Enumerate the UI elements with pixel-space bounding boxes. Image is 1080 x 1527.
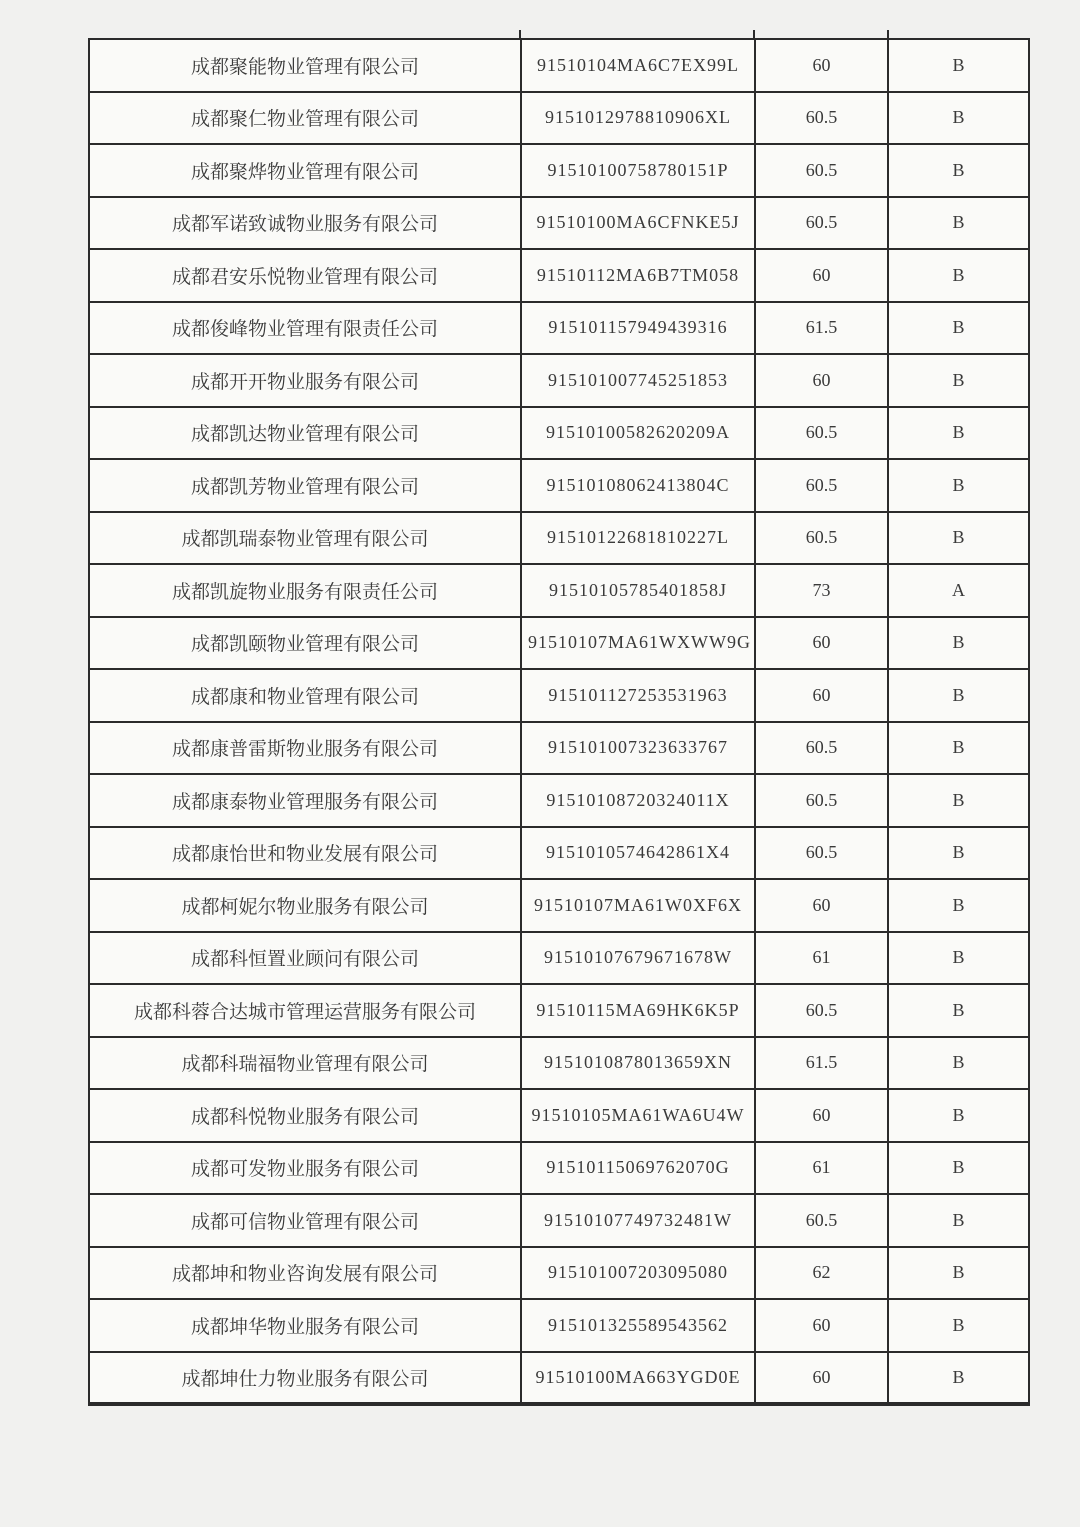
credit-code-cell: 91510107MA61W0XF6X <box>521 879 755 932</box>
credit-code-cell: 91510122681810227L <box>521 512 755 565</box>
table-row <box>89 1247 1029 1300</box>
grade-cell: B <box>888 984 1029 1037</box>
credit-code-cell: 91510112MA6B7TM058 <box>521 249 755 302</box>
grade-cell: B <box>888 459 1029 512</box>
grade-cell: B <box>888 249 1029 302</box>
credit-code-cell: 91510100758780151P <box>521 144 755 197</box>
grade-cell: B <box>888 1037 1029 1090</box>
credit-code-cell: 91510100582620209A <box>521 407 755 460</box>
score-cell: 60 <box>755 1352 888 1405</box>
company-name-cell: 成都凯旋物业服务有限责任公司 <box>89 564 521 617</box>
score-cell: 61.5 <box>755 302 888 355</box>
credit-code-cell: 91510100MA6CFNKE5J <box>521 197 755 250</box>
grade-cell: B <box>888 932 1029 985</box>
company-rating-table <box>88 38 1030 1406</box>
company-name-cell: 成都凯芳物业管理有限公司 <box>89 459 521 512</box>
grade-cell: B <box>888 827 1029 880</box>
company-name-cell: 成都坤和物业咨询发展有限公司 <box>89 1247 521 1300</box>
grade-cell: B <box>888 669 1029 722</box>
table-row <box>89 984 1029 1037</box>
company-name-cell: 成都科瑞福物业管理有限公司 <box>89 1037 521 1090</box>
score-cell: 60 <box>755 354 888 407</box>
score-cell: 60.5 <box>755 774 888 827</box>
score-cell: 60.5 <box>755 407 888 460</box>
company-name-cell: 成都科蓉合达城市管理运营服务有限公司 <box>89 984 521 1037</box>
table-row <box>89 617 1029 670</box>
credit-code-cell: 91510105MA61WA6U4W <box>521 1089 755 1142</box>
table-body <box>89 39 1029 1404</box>
credit-code-cell: 915101157949439316 <box>521 302 755 355</box>
grade-cell: B <box>888 1299 1029 1352</box>
grade-cell: B <box>888 1089 1029 1142</box>
company-name-cell: 成都军诺致诚物业服务有限公司 <box>89 197 521 250</box>
score-cell: 60 <box>755 617 888 670</box>
score-cell: 60 <box>755 879 888 932</box>
score-cell: 60.5 <box>755 512 888 565</box>
credit-code-cell: 915101007323633767 <box>521 722 755 775</box>
credit-code-cell: 91510107749732481W <box>521 1194 755 1247</box>
score-cell: 60.5 <box>755 197 888 250</box>
credit-code-cell: 91510104MA6C7EX99L <box>521 39 755 92</box>
credit-code-cell: 915101007745251853 <box>521 354 755 407</box>
table-row <box>89 302 1029 355</box>
grade-cell: B <box>888 144 1029 197</box>
grade-cell: B <box>888 879 1029 932</box>
credit-code-cell: 91510105785401858J <box>521 564 755 617</box>
credit-code-cell: 9151012978810906XL <box>521 92 755 145</box>
company-name-cell: 成都凯达物业管理有限公司 <box>89 407 521 460</box>
table-row <box>89 354 1029 407</box>
table-row <box>89 879 1029 932</box>
score-cell: 60.5 <box>755 984 888 1037</box>
table-row <box>89 512 1029 565</box>
table-row <box>89 1299 1029 1352</box>
company-name-cell: 成都聚仁物业管理有限公司 <box>89 92 521 145</box>
credit-code-cell: 91510100MA663YGD0E <box>521 1352 755 1405</box>
table-row <box>89 1142 1029 1195</box>
company-name-cell: 成都科悦物业服务有限公司 <box>89 1089 521 1142</box>
table-row <box>89 827 1029 880</box>
table-row <box>89 932 1029 985</box>
table-row <box>89 1352 1029 1405</box>
company-name-cell: 成都柯妮尔物业服务有限公司 <box>89 879 521 932</box>
credit-code-cell: 91510108720324011X <box>521 774 755 827</box>
grade-cell: B <box>888 722 1029 775</box>
score-cell: 61 <box>755 932 888 985</box>
score-cell: 62 <box>755 1247 888 1300</box>
table-row <box>89 144 1029 197</box>
credit-code-cell: 9151010574642861X4 <box>521 827 755 880</box>
score-cell: 60.5 <box>755 827 888 880</box>
credit-code-cell: 915101325589543562 <box>521 1299 755 1352</box>
table-row <box>89 39 1029 92</box>
score-cell: 60.5 <box>755 92 888 145</box>
company-name-cell: 成都康普雷斯物业服务有限公司 <box>89 722 521 775</box>
company-name-cell: 成都凯颐物业管理有限公司 <box>89 617 521 670</box>
company-name-cell: 成都君安乐悦物业管理有限公司 <box>89 249 521 302</box>
credit-code-cell: 915101127253531963 <box>521 669 755 722</box>
company-name-cell: 成都俊峰物业管理有限责任公司 <box>89 302 521 355</box>
company-name-cell: 成都可发物业服务有限公司 <box>89 1142 521 1195</box>
grade-cell: B <box>888 302 1029 355</box>
score-cell: 60 <box>755 249 888 302</box>
grade-cell: B <box>888 1352 1029 1405</box>
credit-code-cell: 915101007203095080 <box>521 1247 755 1300</box>
score-cell: 60 <box>755 669 888 722</box>
score-cell: 61.5 <box>755 1037 888 1090</box>
table-row <box>89 722 1029 775</box>
credit-code-cell: 91510115MA69HK6K5P <box>521 984 755 1037</box>
credit-code-cell: 91510107679671678W <box>521 932 755 985</box>
grade-cell: B <box>888 354 1029 407</box>
table-row <box>89 1037 1029 1090</box>
table-row <box>89 197 1029 250</box>
grade-cell: B <box>888 1194 1029 1247</box>
grade-cell: B <box>888 512 1029 565</box>
grade-cell: B <box>888 774 1029 827</box>
table-row <box>89 1089 1029 1142</box>
grade-cell: B <box>888 407 1029 460</box>
score-cell: 73 <box>755 564 888 617</box>
table-row <box>89 669 1029 722</box>
company-name-cell: 成都聚烨物业管理有限公司 <box>89 144 521 197</box>
company-name-cell: 成都坤华物业服务有限公司 <box>89 1299 521 1352</box>
score-cell: 60.5 <box>755 144 888 197</box>
company-name-cell: 成都坤仕力物业服务有限公司 <box>89 1352 521 1405</box>
company-name-cell: 成都康和物业管理有限公司 <box>89 669 521 722</box>
score-cell: 60.5 <box>755 459 888 512</box>
table-row <box>89 459 1029 512</box>
grade-cell: B <box>888 617 1029 670</box>
company-name-cell: 成都聚能物业管理有限公司 <box>89 39 521 92</box>
grade-cell: B <box>888 39 1029 92</box>
grade-cell: B <box>888 1247 1029 1300</box>
credit-code-cell: 91510108062413804C <box>521 459 755 512</box>
score-cell: 60 <box>755 1089 888 1142</box>
company-name-cell: 成都科恒置业顾问有限公司 <box>89 932 521 985</box>
grade-cell: A <box>888 564 1029 617</box>
table-row <box>89 92 1029 145</box>
credit-code-cell: 91510107MA61WXWW9G <box>521 617 755 670</box>
credit-code-cell: 91510115069762070G <box>521 1142 755 1195</box>
grade-cell: B <box>888 197 1029 250</box>
company-name-cell: 成都康怡世和物业发展有限公司 <box>89 827 521 880</box>
score-cell: 60.5 <box>755 1194 888 1247</box>
score-cell: 60 <box>755 1299 888 1352</box>
score-cell: 61 <box>755 1142 888 1195</box>
credit-code-cell: 9151010878013659XN <box>521 1037 755 1090</box>
company-name-cell: 成都康泰物业管理服务有限公司 <box>89 774 521 827</box>
table-row <box>89 564 1029 617</box>
company-name-cell: 成都可信物业管理有限公司 <box>89 1194 521 1247</box>
table-row <box>89 774 1029 827</box>
table-row <box>89 249 1029 302</box>
company-name-cell: 成都凯瑞泰物业管理有限公司 <box>89 512 521 565</box>
company-name-cell: 成都开开物业服务有限公司 <box>89 354 521 407</box>
score-cell: 60 <box>755 39 888 92</box>
grade-cell: B <box>888 92 1029 145</box>
table-row <box>89 407 1029 460</box>
table-row <box>89 1194 1029 1247</box>
score-cell: 60.5 <box>755 722 888 775</box>
grade-cell: B <box>888 1142 1029 1195</box>
